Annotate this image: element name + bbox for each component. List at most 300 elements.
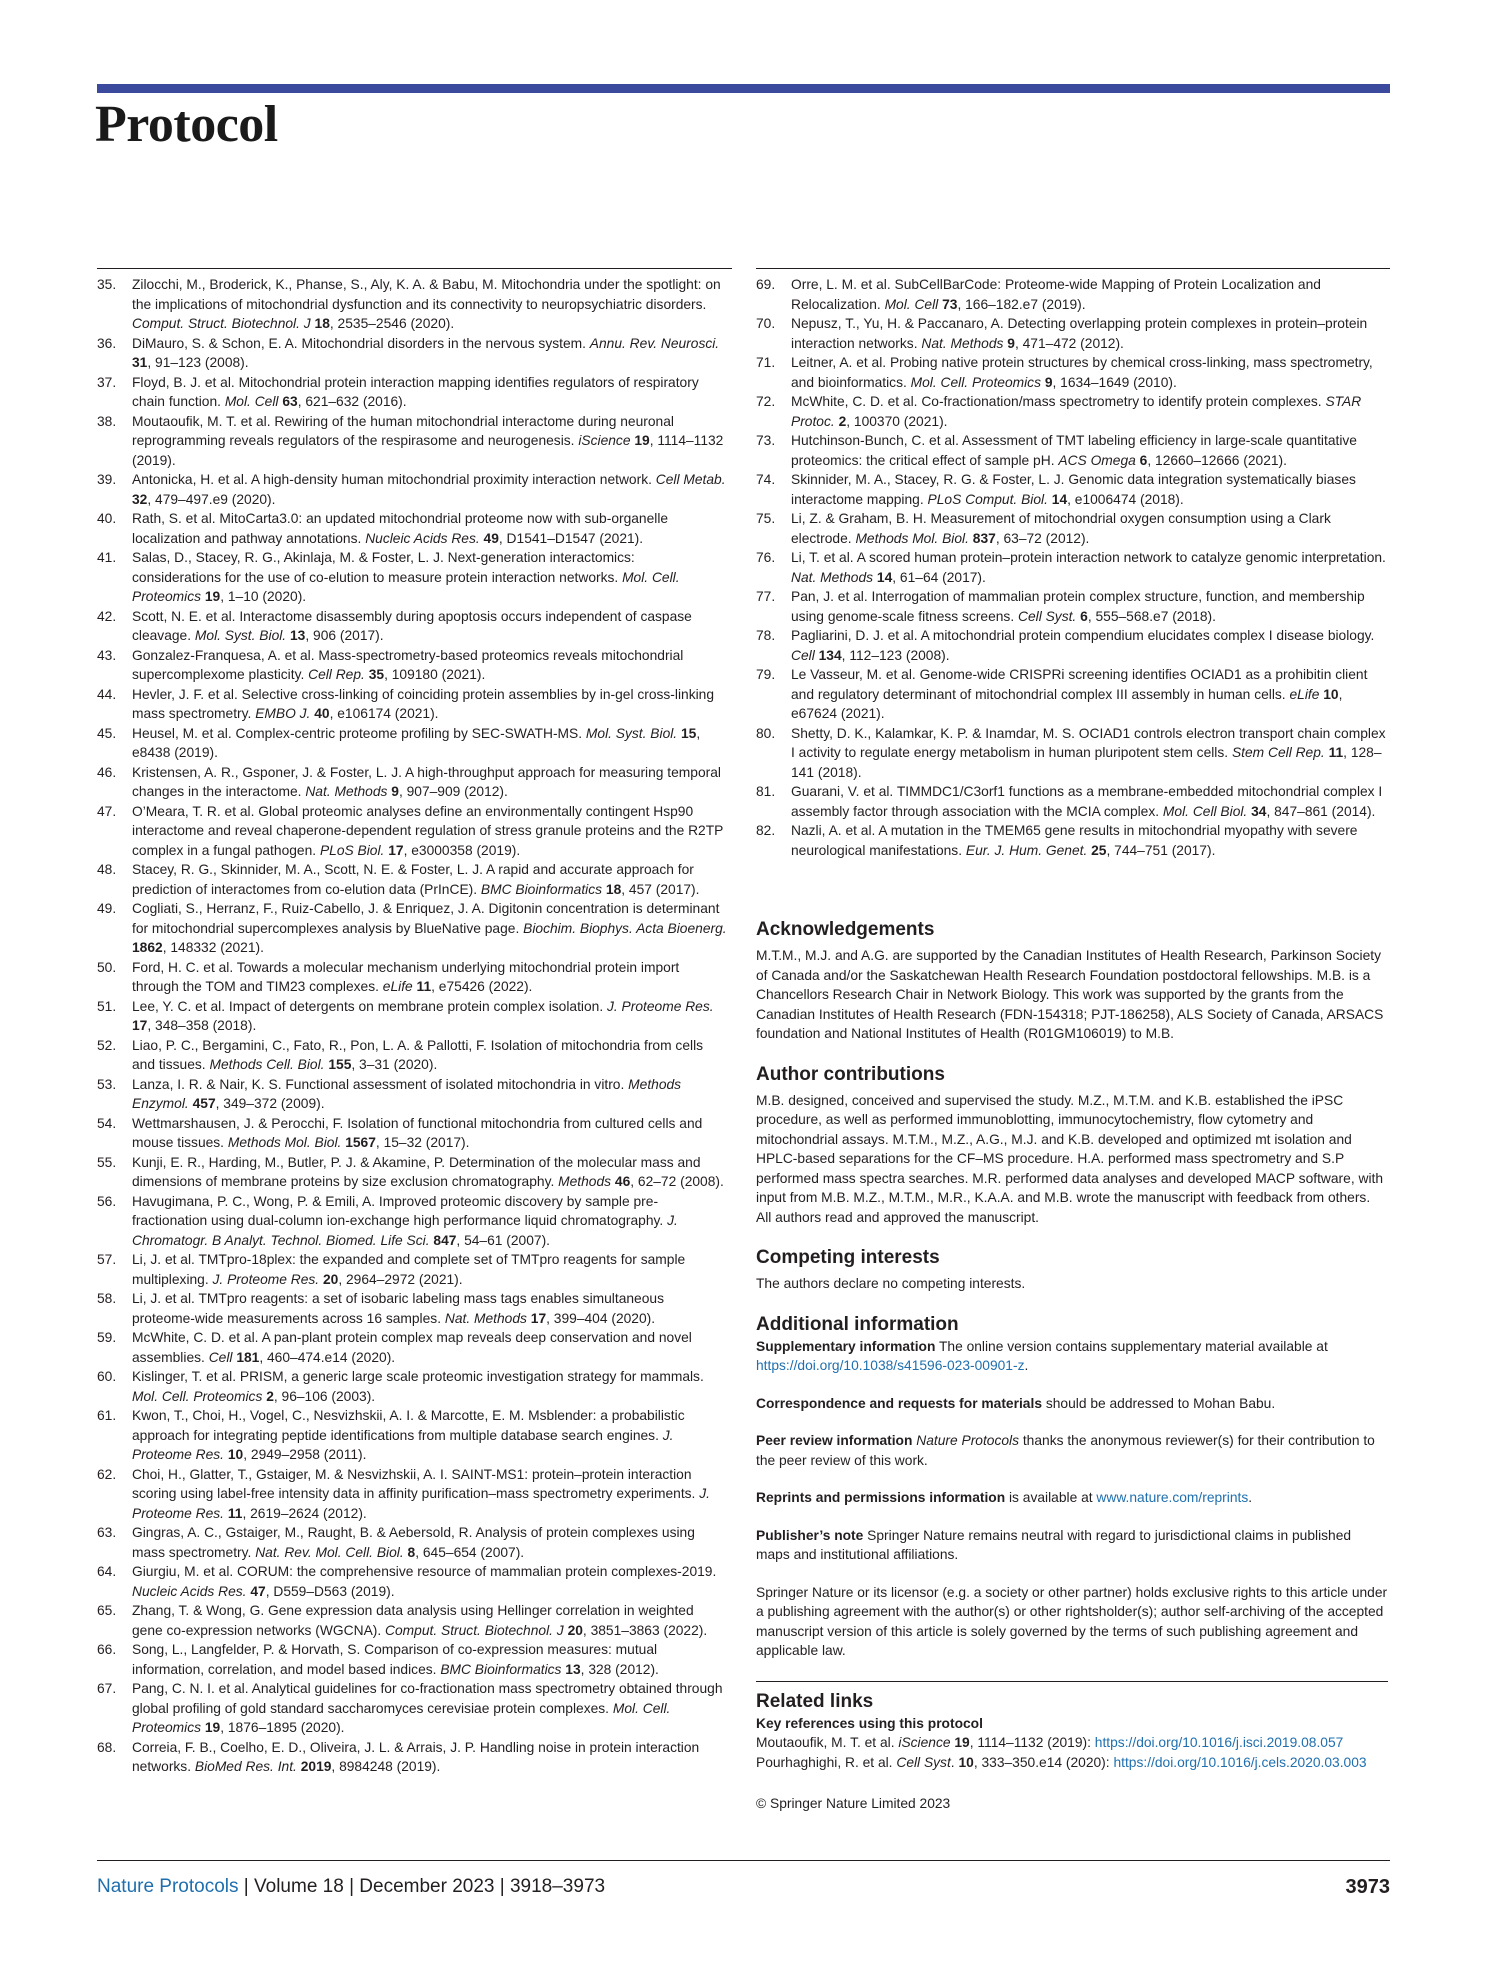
reprints-information <box>756 1488 1388 1508</box>
correspondence <box>756 1394 1388 1414</box>
peer-review-text: thanks the anonymous reviewer(s) for their contribution to the peer review of this work. <box>756 1433 1375 1468</box>
reference-text: Nepusz, T., Yu, H. & Paccanaro, A. Detecting overlapping protein complexes in protein–protein interaction networks. <box>791 316 1368 351</box>
reference-text: 847 <box>433 1232 457 1248</box>
reference-text: 2 <box>838 413 847 429</box>
reference-item <box>97 1640 727 1679</box>
reference-number: 54. <box>97 1115 117 1131</box>
reference-number: 35. <box>97 277 117 292</box>
reference-text: Comput. Struct. Biotechnol. J <box>132 316 311 331</box>
reference-text: , e106174 (2021). <box>329 706 439 721</box>
peer-review-label: Peer review information <box>756 1433 913 1448</box>
reference-text: 9 <box>391 784 399 799</box>
reference-item <box>97 1250 727 1289</box>
reference-text: 17 <box>388 842 404 858</box>
reference-number: 77. <box>756 589 776 604</box>
key-reference-2-volume: 10 <box>958 1754 974 1770</box>
reference-text: 18 <box>605 881 622 897</box>
reference-number: 75. <box>756 511 776 526</box>
reference-text: Correia, F. B., Coelho, E. D., Oliveira, J. L. & Arrais, J. P. Handling noise in protein interaction networks. <box>132 1739 700 1774</box>
reference-text: 47 <box>250 1583 266 1599</box>
reference-item <box>97 334 727 373</box>
reference-text: Rath, S. et al. MitoCarta3.0: an updated mitochondrial proteome now with sub-organelle localization and pathway annotations. <box>132 511 669 546</box>
reference-item <box>97 1562 727 1601</box>
reference-number: 73. <box>756 433 776 448</box>
reference-item <box>97 685 727 724</box>
author-contributions-text: M.B. designed, conceived and supervised the study. M.Z., M.T.M. and K.B. established the iPSC procedure, as well as performed immunoblotting, immunocytochemistry, flow cytometry and mitochondrial assays. M.T.M., M.Z., A.G., M.J. and K.B. developed and optimized mt isolation and HPLC-based separations for the CF–MS procedure. H.A. performed mass spectrometry and S.P performed mass spectra searches. M.R. performed data analyses and developed MACP software, with input from M.B. M.Z., M.T.M., M.R., K.A.A. and M.B. wrote the manuscript with feedback from others. All authors read and approved the manuscript. <box>756 1092 1384 1225</box>
reference-number: 76. <box>756 550 776 565</box>
reference-text: Kunji, E. R., Harding, M., Butler, P. J. & Akamine, P. Determination of the molecular mass and dimensions of membrane proteins by size exclusion chromatography. <box>132 1154 701 1189</box>
reference-text: EMBO J. <box>255 706 311 721</box>
reference-number: 36. <box>97 335 117 351</box>
reference-item <box>97 373 727 412</box>
reference-text: 40 <box>314 706 330 721</box>
reference-text: Skinnider, M. A., Stacey, R. G. & Foster, L. J. Genomic data integration systematically biases interactome mapping. <box>791 472 1356 507</box>
rights-statement: Springer Nature or its licensor (e.g. a society or other partner) holds exclusive rights to this article under a publishing agreement with the author(s) or other rightsholder(s); author self-archiving of the accepted manuscript version of this article is solely governed by the terms of such publishing agreement and applicable law. <box>756 1584 1388 1658</box>
reference-text: Stacey, R. G., Skinnider, M. A., Scott, N. E. & Foster, L. J. A rapid and accurate approach for prediction of interactomes from co-elution data (PrInCE). <box>132 862 694 897</box>
reference-item <box>756 470 1388 509</box>
reference-item <box>97 548 727 607</box>
reference-text: 18 <box>314 316 330 331</box>
page-title: Protocol <box>95 96 278 153</box>
reference-number: 60. <box>97 1369 117 1384</box>
reference-text: Scott, N. E. et al. Interactome disassembly during apoptosis occurs independent of caspase cleavage. <box>132 608 692 643</box>
reference-text: Wettmarshausen, J. & Perocchi, F. Isolation of functional mitochondria from cultured cells and mouse tissues. <box>132 1115 703 1150</box>
key-reference-1 <box>756 1733 1388 1753</box>
reference-text: Moutaoufik, M. T. et al. Rewiring of the human mitochondrial interactome during neuronal reprogramming reveals regulators of the respirasome and neurogenesis. <box>132 413 674 448</box>
reference-number: 48. <box>97 862 117 877</box>
reference-item <box>97 275 727 334</box>
reference-text: Leitner, A. et al. Probing native protein structures by chemical cross-linking, mass spectrometry, and bioinformatics. <box>791 355 1373 390</box>
reference-text: 6 <box>1080 608 1088 624</box>
key-reference-2-journal: Cell Syst <box>896 1754 951 1770</box>
reference-text: , 166–182.e7 (2019). <box>957 296 1086 312</box>
reference-text: , e8438 (2019). <box>132 725 701 760</box>
key-reference-1-pages: , 1114–1132 (2019): <box>969 1735 1095 1750</box>
reference-text: Orre, L. M. et al. SubCellBarCode: Proteome-wide Mapping of Protein Localization and Relocalization. <box>791 277 1321 312</box>
reference-text: 134 <box>818 647 842 663</box>
reference-text: Giurgiu, M. et al. CORUM: the comprehensive resource of mammalian protein complexes-2019. <box>132 1564 717 1579</box>
reference-text: Mol. Cell Biol. <box>1162 803 1248 819</box>
reference-text: , e67624 (2021). <box>791 686 1343 721</box>
reference-text: , 744–751 (2017). <box>1106 842 1216 858</box>
key-reference-1-text: Moutaoufik, M. T. et al. <box>756 1735 899 1750</box>
reference-text: BMC Bioinformatics <box>480 881 603 897</box>
supplementary-end: . <box>1024 1358 1029 1373</box>
reference-text: Salas, D., Stacey, R. G., Akinlaja, M. & Foster, L. J. Next-generation interactomics: considerations for the use of co-elution to measure protein interaction networks. <box>132 550 635 585</box>
reference-text: Nat. Rev. Mol. Cell. Biol. <box>255 1544 404 1560</box>
reference-number: 64. <box>97 1564 117 1579</box>
reference-text: 13 <box>290 628 306 643</box>
reference-number: 66. <box>97 1642 117 1657</box>
author-contributions-section <box>756 1063 1388 1228</box>
reference-text: Nucleic Acids Res. <box>132 1583 247 1599</box>
key-reference-2-dot: . <box>950 1754 959 1770</box>
reference-text: , 906 (2017). <box>305 628 384 643</box>
reference-text: 181 <box>236 1349 260 1365</box>
reference-text: Cell <box>208 1349 233 1365</box>
reference-item <box>756 275 1388 314</box>
reference-text: 32 <box>132 491 148 507</box>
reference-text: Pagliarini, D. J. et al. A mitochondrial protein compendium elucidates complex I disease biology. <box>791 628 1375 643</box>
key-reference-2 <box>756 1753 1388 1773</box>
reprints-end: . <box>1248 1490 1253 1505</box>
acknowledgements-text: M.T.M., M.J. and A.G. are supported by the Canadian Institutes of Health Research, Parkinson Society of Canada and/or the Saskatchewan Health Research Foundation postdoctoral fellowships. M.B. is a Chancellors Research Chair in Network Biology. This work was supported by the grants from the Canadian Institutes of Health Research (FDN-154318; PJT-186258), ALS Society of Canada, ARSACS foundation and National Institutes of Health (R01GM106019) to M.B. <box>756 948 1384 1041</box>
reference-text: STAR Protoc. <box>791 394 1362 429</box>
reference-text: Nat. Methods <box>444 1310 527 1326</box>
reference-text: Hutchinson-Bunch, C. et al. Assessment of TMT labeling efficiency in large-scale quantitative proteomics: the critical effect of sample pH. <box>791 433 1357 468</box>
reference-text: Mol. Cell. Proteomics <box>132 1388 263 1404</box>
reference-text: 11 <box>416 979 432 994</box>
reference-text: ACS Omega <box>1058 452 1136 468</box>
reference-item <box>97 1153 727 1192</box>
reference-text: Choi, H., Glatter, T., Gstaiger, M. & Nesvizhskii, A. I. SAINT-MS1: protein–protein interaction scoring using label-free intensity data in affinity purification–mass spectrometry experiments. <box>132 1466 700 1501</box>
competing-interests-section <box>756 1246 1388 1294</box>
author-contributions-heading: Author contributions <box>756 1063 945 1085</box>
reference-text: Mol. Cell. Proteomics <box>132 1700 671 1735</box>
reference-item <box>97 646 727 685</box>
reference-text: DiMauro, S. & Schon, E. A. Mitochondrial disorders in the nervous system. <box>132 335 590 351</box>
reference-number: 37. <box>97 374 117 390</box>
reprints-label: Reprints and permissions information <box>756 1490 1006 1505</box>
reference-number: 39. <box>97 472 117 487</box>
reference-number: 62. <box>97 1466 117 1482</box>
reference-item <box>756 782 1388 821</box>
reference-text: Le Vasseur, M. et al. Genome-wide CRISPRi screening identifies OCIAD1 as a prohibitin client and regulatory determinant of mitochondrial complex III assembly in human cells. <box>791 667 1368 702</box>
reference-text: Guarani, V. et al. TIMMDC1/C3orf1 functions as a membrane-embedded mitochondrial complex I assembly factor through association with the MCIA complex. <box>791 784 1383 819</box>
reference-item <box>756 821 1388 860</box>
reference-number: 61. <box>97 1408 117 1423</box>
reference-text: Lee, Y. C. et al. Impact of detergents on membrane protein complex isolation. <box>132 998 607 1014</box>
reference-item <box>756 353 1388 392</box>
reference-item <box>97 1192 727 1251</box>
reference-number: 72. <box>756 394 776 409</box>
reference-item <box>756 431 1388 470</box>
reference-text: Cogliati, S., Herranz, F., Ruiz-Cabello, J. & Enriquez, J. A. Digitonin concentration is determinant for mitochondrial supercomplexes analysis by BlueNative page. <box>132 901 720 936</box>
reference-text: J. Proteome Res. <box>132 1427 674 1462</box>
reference-text: 25 <box>1091 842 1107 858</box>
reference-text: , 8984248 (2019). <box>331 1759 441 1774</box>
supplementary-text: The online version contains supplementary material available at <box>935 1338 1328 1354</box>
reference-text: Nucleic Acids Res. <box>365 530 480 546</box>
reference-text: 11 <box>1328 745 1344 760</box>
reference-item <box>97 1075 727 1114</box>
reference-number: 57. <box>97 1252 117 1267</box>
reference-text: , D559–D563 (2019). <box>265 1583 395 1599</box>
reference-text: , 349–372 (2009). <box>215 1096 325 1111</box>
reference-text: Li, T. et al. A scored human protein–protein interaction network to catalyze genomic interpretation. <box>791 550 1386 565</box>
reference-text: , 112–123 (2008). <box>841 647 950 663</box>
reference-text: , 460–474.e14 (2020). <box>259 1349 396 1365</box>
peer-review-information <box>756 1431 1388 1470</box>
reference-text: , 96–106 (2003). <box>273 1388 376 1404</box>
reference-text: , 645–654 (2007). <box>415 1544 525 1560</box>
reference-text: Mol. Cell. Proteomics <box>910 374 1041 390</box>
reference-text: Pan, J. et al. Interrogation of mammalian protein complex structure, function, and membership using genome-scale fitness screens. <box>791 589 1365 624</box>
reference-text: 34 <box>1251 803 1267 819</box>
reference-text: Cell Syst. <box>1018 608 1077 624</box>
reference-text: , 328 (2012). <box>580 1661 659 1677</box>
reference-text: Nat. Methods <box>305 784 388 799</box>
reference-text: 17 <box>132 1018 148 1033</box>
reprints-text: is available at <box>1005 1490 1097 1505</box>
reference-text: BioMed Res. Int. <box>194 1759 297 1774</box>
reference-number: 67. <box>97 1681 117 1696</box>
reference-text: , 621–632 (2016). <box>297 394 407 409</box>
reference-item <box>97 1367 727 1406</box>
reference-text: Methods Mol. Biol. <box>227 1135 342 1150</box>
reference-number: 42. <box>97 608 117 624</box>
reference-number: 58. <box>97 1291 117 1306</box>
reference-text: Mol. Cell <box>224 394 279 409</box>
reference-text: Floyd, B. J. et al. Mitochondrial protein interaction mapping identifies regulators of respiratory chain function. <box>132 374 699 409</box>
reference-text: , 109180 (2021). <box>384 667 486 682</box>
reference-item <box>97 724 727 763</box>
key-reference-2-text: Pourhaghighi, R. et al. <box>756 1754 897 1770</box>
reference-text: Pang, C. N. I. et al. Analytical guidelines for co-fractionation mass spectrometry obtained through global profiling of gold standard saccharomyces cerevisiae protein complexes. <box>132 1681 723 1716</box>
reference-text: 35 <box>368 667 385 682</box>
additional-information-section <box>756 1313 1388 1661</box>
competing-interests-heading: Competing interests <box>756 1247 940 1268</box>
reference-text: , D1541–D1547 (2021). <box>498 530 644 546</box>
reference-text: , 3851–3863 (2022). <box>582 1622 708 1638</box>
additional-information-heading: Additional information <box>756 1313 959 1335</box>
reference-number: 40. <box>97 511 117 526</box>
reference-text: , 457 (2017). <box>621 881 700 897</box>
reference-text: , 399–404 (2020). <box>546 1310 656 1326</box>
reference-text: 155 <box>328 1057 352 1072</box>
reference-item <box>756 392 1388 431</box>
reference-text: McWhite, C. D. et al. Co-fractionation/mass spectrometry to identify protein complexes. <box>791 394 1326 409</box>
reference-text: , e1006474 (2018). <box>1067 491 1184 507</box>
key-reference-1-link[interactable]: https://doi.org/10.1016/j.isci.2019.08.057 <box>1094 1735 1344 1750</box>
reference-item <box>97 1738 727 1777</box>
reference-item <box>97 1328 727 1367</box>
supplementary-information <box>756 1337 1388 1376</box>
reference-text: Methods Enzymol. <box>132 1076 682 1111</box>
related-links-section <box>756 1690 1388 1773</box>
reference-text: 14 <box>876 569 893 585</box>
reference-text: PLoS Biol. <box>319 842 385 858</box>
reference-text: , e75426 (2022). <box>431 979 533 994</box>
reference-text: 6 <box>1139 452 1148 468</box>
copyright-notice: © Springer Nature Limited 2023 <box>756 1796 951 1811</box>
reference-item <box>97 763 727 802</box>
reference-number: 79. <box>756 667 776 682</box>
reference-number: 80. <box>756 725 776 741</box>
reference-text: Mol. Syst. Biol. <box>585 725 678 741</box>
reference-text: 10 <box>1323 686 1339 702</box>
reference-text: iScience <box>578 433 631 448</box>
reference-text: 20 <box>322 1271 339 1287</box>
publishers-note <box>756 1526 1388 1565</box>
reference-text: , 2964–2972 (2021). <box>338 1271 463 1287</box>
reference-item <box>97 1406 727 1465</box>
reference-item <box>97 607 727 646</box>
reference-text: 19 <box>634 433 650 448</box>
reference-text: Methods Cell. Biol. <box>209 1057 325 1072</box>
reference-text: 457 <box>192 1096 216 1111</box>
reference-item <box>756 314 1388 353</box>
reference-text: eLife <box>1289 686 1320 702</box>
reference-text: Mol. Syst. Biol. <box>194 628 287 643</box>
reference-item <box>97 860 727 899</box>
page-number: 3973 <box>1345 1876 1390 1898</box>
related-links-rule <box>756 1681 1388 1682</box>
reference-item <box>97 1523 727 1562</box>
reference-item <box>97 1036 727 1075</box>
back-matter <box>756 918 1388 1814</box>
reference-number: 38. <box>97 413 117 429</box>
key-reference-1-journal: iScience <box>898 1735 951 1750</box>
publishers-note-text: Springer Nature remains neutral with regard to jurisdictional claims in published maps and institutional affiliations. <box>756 1527 1352 1562</box>
reference-text: Liao, P. C., Bergamini, C., Fato, R., Pon, L. A. & Pallotti, F. Isolation of mitochondria from cells and tissues. <box>132 1037 704 1072</box>
reference-number: 74. <box>756 472 776 487</box>
reference-text: Biochim. Biophys. Acta Bioenerg. <box>523 920 727 936</box>
reference-item <box>97 997 727 1036</box>
reference-text: Cell Rep. <box>308 667 365 682</box>
footer-journal-name: Nature Protocols <box>97 1876 239 1897</box>
reference-number: 81. <box>756 784 776 799</box>
reference-text: Annu. Rev. Neurosci. <box>589 335 720 351</box>
reference-text: 19 <box>204 589 221 604</box>
reference-number: 69. <box>756 277 776 292</box>
reference-text: Zhang, T. & Wong, G. Gene expression data analysis using Hellinger correlation in weighted gene co-expression networks (WGCNA). <box>132 1603 694 1638</box>
reference-item <box>97 958 727 997</box>
reference-text: 73 <box>942 296 958 312</box>
reference-number: 71. <box>756 355 776 370</box>
reference-text: Stem Cell Rep. <box>1231 745 1325 760</box>
correspondence-text: should be addressed to Mohan Babu. <box>1042 1395 1276 1411</box>
reference-number: 56. <box>97 1193 117 1209</box>
reference-text: 46 <box>614 1174 631 1189</box>
reference-text: , 907–909 (2012). <box>398 784 508 799</box>
reference-number: 63. <box>97 1525 117 1540</box>
reference-text: , 2535–2546 (2020). <box>329 316 455 331</box>
reference-text: 1567 <box>345 1135 376 1150</box>
reference-text: Kislinger, T. et al. PRISM, a generic large scale proteomic investigation strategy for mammals. <box>132 1369 704 1384</box>
reference-number: 49. <box>97 901 117 916</box>
reference-text: , 2949–2958 (2011). <box>243 1447 367 1462</box>
reference-text: , 847–861 (2014). <box>1266 803 1376 819</box>
reference-list-right <box>756 275 1388 860</box>
reference-text: Song, L., Langfelder, P. & Horvath, S. Comparison of co-expression measures: mutual information, correlation, and model based indices. <box>132 1642 658 1677</box>
reference-text: Heusel, M. et al. Complex-centric proteome profiling by SEC-SWATH-MS. <box>132 725 586 741</box>
reference-text: , 15–32 (2017). <box>375 1135 470 1150</box>
footer-issue-details: | Volume 18 | December 2023 | 3918–3973 <box>238 1876 606 1897</box>
reference-item <box>756 665 1388 724</box>
reference-text: Eur. J. Hum. Genet. <box>965 842 1088 858</box>
reference-text: Gonzalez-Franquesa, A. et al. Mass-spectrometry-based proteomics reveals mitochondrial supercomplexome plasticity. <box>132 647 684 682</box>
reference-number: 44. <box>97 686 117 702</box>
reference-text: , 12660–12666 (2021). <box>1147 452 1287 468</box>
left-column-rule <box>97 268 732 269</box>
reference-item <box>97 1465 727 1524</box>
reference-text: Shetty, D. K., Kalamkar, K. P. & Inamdar, M. S. OCIAD1 controls electron transport chain complex I activity to regulate energy metabolism in human pluripotent stem cells. <box>791 725 1386 760</box>
related-links-heading: Related links <box>756 1690 874 1712</box>
reference-text: 20 <box>567 1622 583 1638</box>
reference-item <box>756 509 1388 548</box>
reference-item <box>97 802 727 861</box>
reference-text: Nat. Methods <box>791 569 874 585</box>
reference-number: 78. <box>756 628 776 643</box>
acknowledgements-section <box>756 918 1388 1044</box>
reference-text: eLife <box>382 979 413 994</box>
reference-text: 14 <box>1051 491 1068 507</box>
reference-text: Kwon, T., Choi, H., Vogel, C., Nesvizhskii, A. I. & Marcotte, E. M. Msblender: a probabilistic approach for integrating peptide identifications from multiple database search engines. <box>132 1408 685 1443</box>
reference-text: J. Chromatogr. B Analyt. Technol. Biomed. Life Sci. <box>132 1213 678 1248</box>
reference-number: 59. <box>97 1330 117 1345</box>
reference-text: , 348–358 (2018). <box>147 1018 257 1033</box>
reference-text: , 61–64 (2017). <box>892 569 986 585</box>
reference-text: , 3–31 (2020). <box>351 1057 438 1072</box>
reference-item <box>756 548 1388 587</box>
key-reference-2-link[interactable]: https://doi.org/10.1016/j.cels.2020.03.003 <box>1113 1754 1367 1770</box>
reference-text: , 471–472 (2012). <box>1014 335 1124 351</box>
reference-text: J. Proteome Res. <box>212 1271 320 1287</box>
reference-text: J. Proteome Res. <box>132 1486 710 1521</box>
reference-text: Methods Mol. Biol. <box>855 530 969 546</box>
reference-text: , 1876–1895 (2020). <box>220 1720 345 1735</box>
reference-text: , 100370 (2021). <box>846 413 948 429</box>
reference-text: PLoS Comput. Biol. <box>927 491 1048 507</box>
reference-list-left <box>97 275 727 1777</box>
reference-text: 15 <box>681 725 697 741</box>
reference-text: BMC Bioinformatics <box>440 1661 562 1677</box>
reference-item <box>756 587 1388 626</box>
reference-item <box>97 1114 727 1153</box>
reference-text: , 62–72 (2008). <box>630 1174 724 1189</box>
reference-text: 2019 <box>300 1759 332 1774</box>
footer-rule <box>97 1860 1390 1861</box>
peer-review-journal: Nature Protocols <box>912 1433 1020 1448</box>
reference-text: Nat. Methods <box>921 335 1004 351</box>
reference-number: 53. <box>97 1076 117 1092</box>
reference-text: Comput. Struct. Biotechnol. J <box>385 1622 564 1638</box>
reference-number: 45. <box>97 725 117 741</box>
reference-item <box>97 1601 727 1640</box>
reference-text: 8 <box>407 1544 416 1560</box>
correspondence-label: Correspondence and requests for materials <box>756 1395 1042 1411</box>
reference-text: 1862 <box>132 940 163 955</box>
reference-text: Ford, H. C. et al. Towards a molecular mechanism underlying mitochondrial protein import through the TOM and TIM23 complexes. <box>132 959 680 994</box>
reference-item <box>97 412 727 471</box>
reference-number: 82. <box>756 823 776 838</box>
reference-text: Li, Z. & Graham, B. H. Measurement of mitochondrial oxygen consumption using a Clark electrode. <box>791 511 1331 546</box>
reference-text: 31 <box>132 355 148 370</box>
reference-number: 41. <box>97 550 117 565</box>
reference-text: Gingras, A. C., Gstaiger, M., Raught, B. & Aebersold, R. Analysis of protein complexes using mass spectrometry. <box>132 1525 695 1560</box>
supplementary-link[interactable]: https://doi.org/10.1038/s41596-023-00901-z <box>756 1358 1025 1373</box>
reference-item <box>97 1679 727 1738</box>
reference-text: , 63–72 (2012). <box>995 530 1090 546</box>
reference-text: 13 <box>565 1661 581 1677</box>
right-column-rule <box>756 268 1390 269</box>
key-reference-1-volume: 19 <box>954 1735 970 1750</box>
reference-number: 65. <box>97 1603 117 1618</box>
reference-text: , 91–123 (2008). <box>147 355 249 370</box>
reference-text: Mol. Cell <box>884 296 939 312</box>
reprints-link[interactable]: www.nature.com/reprints <box>1096 1490 1249 1505</box>
reference-item <box>756 724 1388 783</box>
reference-text: Li, J. et al. TMTpro reagents: a set of isobaric labeling mass tags enables simultaneous proteome-wide measurements across 16 samples. <box>132 1291 664 1326</box>
reference-item <box>97 899 727 958</box>
competing-interests-text: The authors declare no competing interests. <box>756 1276 1026 1291</box>
reference-text: 49 <box>483 530 499 546</box>
reference-item <box>97 1289 727 1328</box>
reference-text: Lanza, I. R. & Nair, K. S. Functional assessment of isolated mitochondria in vitro. <box>132 1076 629 1092</box>
reference-text: 11 <box>227 1505 243 1521</box>
publishers-note-label: Publisher’s note <box>756 1527 864 1543</box>
